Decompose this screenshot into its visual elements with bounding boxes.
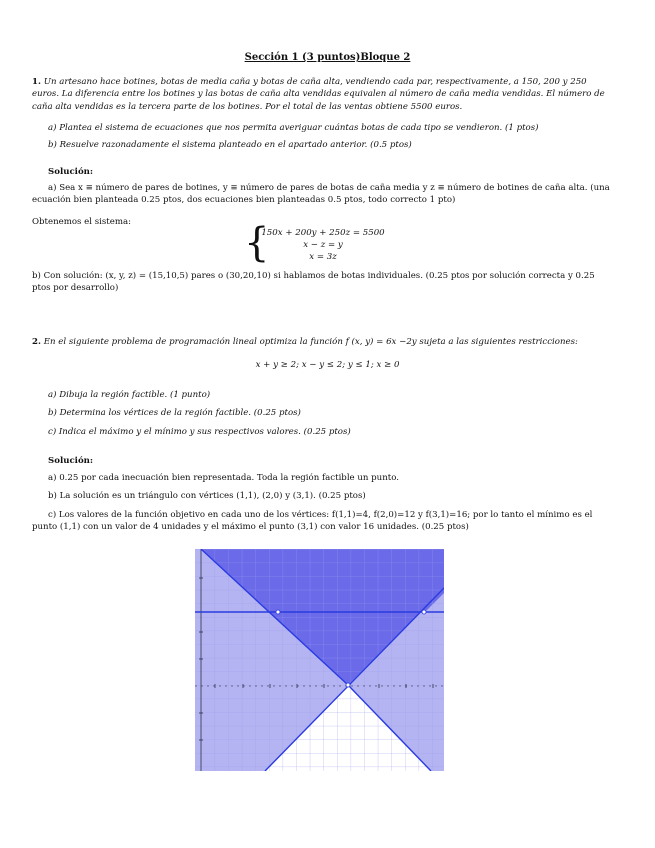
system-eq-2: x − z = y — [303, 240, 343, 250]
q1-solution-label: Solución: — [48, 167, 94, 177]
q2-part-c: c) Indica el máximo y el mínimo y sus respectivos valores. (0.25 ptos) — [48, 427, 351, 437]
q2-number: 2. — [32, 337, 41, 347]
q2-part-a: a) Dibuja la región factible. (1 punto) — [48, 390, 211, 400]
q1-solution-b: b) Con solución: (x, y, z) = (15,10,5) pares o (30,20,10) si hablamos de botas individuales. (0.25 ptos por solución correcta y 0.25 ptos por desarrollo) — [32, 271, 595, 294]
q2-solution-label: Solución: — [48, 456, 94, 466]
q2-part-b: b) Determina los vértices de la región factible. (0.25 ptos) — [48, 408, 301, 418]
q2-solution-a: a) 0.25 por cada inecuación bien representada. Toda la región factible un punto. — [48, 473, 399, 483]
q1-statement — [32, 76, 610, 113]
vertex-marker — [346, 683, 350, 687]
q2-solution-b: b) La solución es un triángulo con vértices (1,1), (2,0) y (3,1). (0.25 ptos) — [48, 491, 366, 501]
system-eq-1: 150x + 200y + 250z = 5500 — [261, 228, 385, 238]
section-title: Sección 1 (3 puntos)Bloque 2 — [244, 52, 411, 63]
grid-lines — [195, 549, 444, 771]
q1-text: Un artesano hace botines, botas de media caña y botas de caña alta, vendiendo cada par, respectivamente, a 150, 200 y 250 euros. La diferencia entre los botines y las botas de caña alta vendidas equivalen al número de caña media vendidas. El número de caña alta vendidas es la tercera parte de los botines. Por el total de las ventas obtiene 5500 euros. — [32, 77, 605, 112]
vertex-marker — [422, 610, 426, 614]
q1-solution-a: a) Sea x ≡ número de pares de botines, y ≡ número de pares de botas de caña media y z ≡ número de botines de caña alta. (una ecuación bien planteada 0.25 ptos, dos ecuaciones bien planteadas 0.5 ptos, todo correcto 1 pto) — [32, 183, 610, 206]
system-brace: { — [244, 220, 270, 266]
q1-number: 1. — [32, 77, 41, 87]
q1-part-b: b) Resuelve razonadamente el sistema planteado en el apartado anterior. (0.5 ptos) — [48, 140, 412, 150]
feasible-region-graph — [195, 549, 444, 771]
system-eq-3: x = 3z — [309, 252, 337, 262]
q1-system-intro: Obtenemos el sistema: — [32, 217, 132, 227]
q2-text: En el siguiente problema de programación lineal optimiza la función f (x, y) = 6x −2y sujeta a las siguientes restricciones: — [43, 337, 578, 347]
q2-statement — [32, 336, 622, 348]
q2-constraints: x + y ≥ 2; x − y ≤ 2; y ≤ 1; x ≥ 0 — [255, 360, 400, 370]
q1-part-a: a) Plantea el sistema de ecuaciones que nos permita averiguar cuántas botas de cada tipo se vendieron. (1 ptos) — [48, 123, 539, 133]
q2-solution-c: c) Los valores de la función objetivo en cada uno de los vértices: f(1,1)=4, f(2,0)=12 y f(3,1)=16; por lo tanto el mínimo es el punto (1,1) con un valor de 4 unidades y el máximo el punto (3,1) con valor 16 unidades. (0.25 ptos) — [32, 510, 593, 533]
vertex-marker — [276, 610, 280, 614]
